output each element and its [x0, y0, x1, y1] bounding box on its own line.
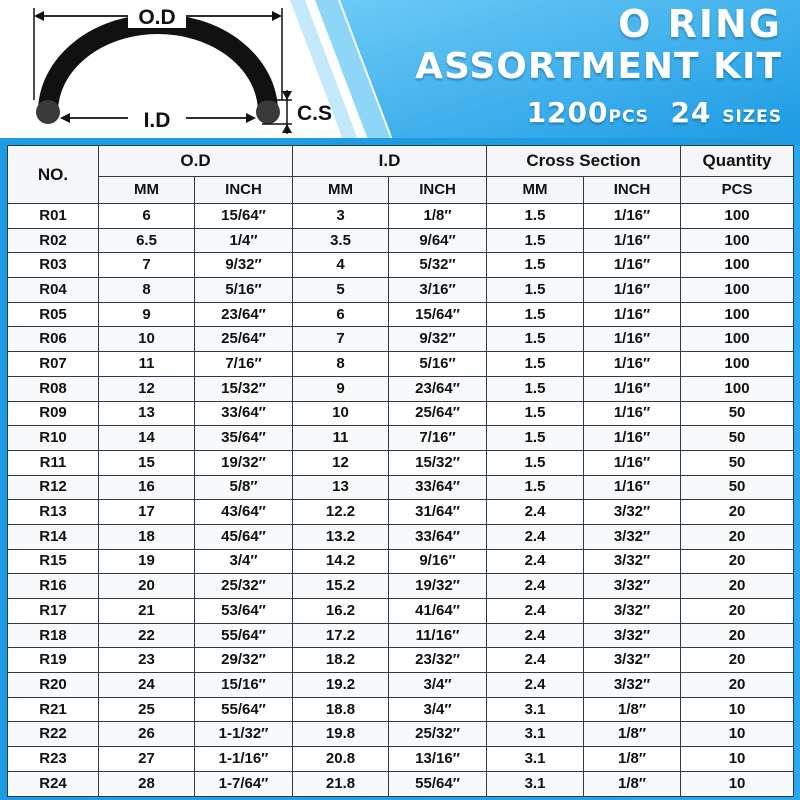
cell-no: R20 [8, 673, 99, 698]
cell-cs-inch: 3/32″ [584, 500, 681, 525]
col-header-cs-inch: INCH [584, 177, 681, 204]
cell-cs-inch: 1/16″ [584, 426, 681, 451]
table-row [8, 673, 794, 698]
o-ring-diagram [0, 0, 360, 140]
table-panel [0, 145, 800, 800]
cell-cs-inch: 3/32″ [584, 574, 681, 599]
table-row [8, 574, 794, 599]
cell-no: R01 [8, 204, 99, 229]
cell-id-mm: 21.8 [293, 771, 389, 796]
cell-od-inch: 43/64″ [195, 500, 293, 525]
cell-id-inch: 31/64″ [389, 500, 487, 525]
cell-cs-mm: 2.4 [487, 574, 584, 599]
cell-quantity: 50 [681, 450, 794, 475]
table-row [8, 426, 794, 451]
cell-id-inch: 23/32″ [389, 648, 487, 673]
cell-cs-mm: 3.1 [487, 697, 584, 722]
cell-quantity: 100 [681, 352, 794, 377]
cell-no: R12 [8, 475, 99, 500]
cell-id-mm: 12 [293, 450, 389, 475]
cell-od-mm: 17 [99, 500, 195, 525]
cell-id-inch: 9/16″ [389, 549, 487, 574]
table-row [8, 771, 794, 796]
cell-id-mm: 10 [293, 401, 389, 426]
cell-quantity: 20 [681, 574, 794, 599]
table-row [8, 327, 794, 352]
cell-od-inch: 15/32″ [195, 376, 293, 401]
cs-arrow-top [282, 91, 292, 100]
cell-quantity: 100 [681, 376, 794, 401]
cell-od-inch: 5/16″ [195, 278, 293, 303]
cell-id-inch: 3/4″ [389, 673, 487, 698]
col-header-cs-mm: MM [487, 177, 584, 204]
cell-id-mm: 13.2 [293, 524, 389, 549]
cell-cs-inch: 1/16″ [584, 352, 681, 377]
table-row [8, 524, 794, 549]
cell-cs-mm: 2.4 [487, 599, 584, 624]
cell-cs-inch: 1/16″ [584, 450, 681, 475]
cell-od-mm: 12 [99, 376, 195, 401]
cell-no: R14 [8, 524, 99, 549]
cell-id-inch: 19/32″ [389, 574, 487, 599]
cell-cs-inch: 3/32″ [584, 549, 681, 574]
cell-od-mm: 18 [99, 524, 195, 549]
cell-od-mm: 16 [99, 475, 195, 500]
cell-cs-inch: 1/8″ [584, 722, 681, 747]
cell-id-mm: 18.2 [293, 648, 389, 673]
cell-id-inch: 41/64″ [389, 599, 487, 624]
cell-od-inch: 53/64″ [195, 599, 293, 624]
cell-od-inch: 7/16″ [195, 352, 293, 377]
cell-quantity: 20 [681, 648, 794, 673]
cell-id-inch: 15/64″ [389, 302, 487, 327]
cell-id-mm: 18.8 [293, 697, 389, 722]
cell-id-inch: 23/64″ [389, 376, 487, 401]
o-ring-section-right [256, 100, 280, 124]
id-arrow-right [246, 113, 256, 123]
cell-no: R17 [8, 599, 99, 624]
cell-cs-inch: 3/32″ [584, 648, 681, 673]
cell-no: R07 [8, 352, 99, 377]
cell-cs-inch: 1/8″ [584, 747, 681, 772]
cell-quantity: 100 [681, 228, 794, 253]
table-row [8, 747, 794, 772]
cell-cs-inch: 1/16″ [584, 253, 681, 278]
cell-cs-mm: 2.4 [487, 524, 584, 549]
cell-od-mm: 11 [99, 352, 195, 377]
cell-no: R19 [8, 648, 99, 673]
cell-cs-mm: 2.4 [487, 623, 584, 648]
cell-no: R03 [8, 253, 99, 278]
cell-no: R11 [8, 450, 99, 475]
table-row [8, 401, 794, 426]
cell-cs-inch: 1/16″ [584, 278, 681, 303]
cell-od-inch: 1-1/16″ [195, 747, 293, 772]
cell-id-mm: 5 [293, 278, 389, 303]
cell-od-mm: 6.5 [99, 228, 195, 253]
cell-od-inch: 55/64″ [195, 697, 293, 722]
cell-no: R16 [8, 574, 99, 599]
cell-quantity: 50 [681, 401, 794, 426]
size-count: 24 [670, 96, 712, 129]
cell-cs-mm: 1.5 [487, 475, 584, 500]
id-label: I.D [143, 109, 171, 132]
cell-cs-inch: 1/16″ [584, 376, 681, 401]
cell-od-mm: 10 [99, 327, 195, 352]
cell-od-inch: 1-1/32″ [195, 722, 293, 747]
cell-quantity: 20 [681, 524, 794, 549]
col-header-id: I.D [293, 146, 487, 177]
cell-id-mm: 13 [293, 475, 389, 500]
cell-id-inch: 25/32″ [389, 722, 487, 747]
cell-cs-inch: 1/16″ [584, 327, 681, 352]
cell-id-mm: 9 [293, 376, 389, 401]
cell-quantity: 20 [681, 673, 794, 698]
o-ring-section-left [36, 100, 60, 124]
cell-od-mm: 25 [99, 697, 195, 722]
cell-id-inch: 7/16″ [389, 426, 487, 451]
table-row [8, 697, 794, 722]
cell-od-inch: 23/64″ [195, 302, 293, 327]
cell-od-inch: 15/64″ [195, 204, 293, 229]
cell-od-mm: 21 [99, 599, 195, 624]
cell-cs-mm: 1.5 [487, 302, 584, 327]
col-header-od: O.D [99, 146, 293, 177]
cell-id-inch: 11/16″ [389, 623, 487, 648]
cell-od-inch: 55/64″ [195, 623, 293, 648]
cell-od-mm: 24 [99, 673, 195, 698]
cell-id-mm: 11 [293, 426, 389, 451]
table-row [8, 204, 794, 229]
cs-arrow-bottom [282, 124, 292, 133]
table-row [8, 450, 794, 475]
header-row-top [8, 146, 794, 177]
cell-od-inch: 3/4″ [195, 549, 293, 574]
cell-cs-inch: 1/16″ [584, 401, 681, 426]
size-unit: SIZES [722, 107, 782, 127]
cell-no: R08 [8, 376, 99, 401]
cell-cs-inch: 1/16″ [584, 204, 681, 229]
cell-id-inch: 1/8″ [389, 204, 487, 229]
cell-id-mm: 14.2 [293, 549, 389, 574]
cell-quantity: 100 [681, 253, 794, 278]
cell-cs-mm: 2.4 [487, 673, 584, 698]
table-row [8, 253, 794, 278]
cell-od-mm: 23 [99, 648, 195, 673]
cell-cs-mm: 1.5 [487, 376, 584, 401]
cell-quantity: 100 [681, 278, 794, 303]
cell-quantity: 10 [681, 771, 794, 796]
cell-quantity: 50 [681, 475, 794, 500]
cell-id-inch: 33/64″ [389, 475, 487, 500]
cell-id-inch: 5/32″ [389, 253, 487, 278]
cell-id-mm: 19.2 [293, 673, 389, 698]
table-row [8, 278, 794, 303]
cell-id-inch: 9/64″ [389, 228, 487, 253]
cell-cs-inch: 3/32″ [584, 524, 681, 549]
cell-quantity: 100 [681, 204, 794, 229]
col-header-pcs: PCS [681, 177, 794, 204]
cell-cs-inch: 1/16″ [584, 228, 681, 253]
cell-od-inch: 25/64″ [195, 327, 293, 352]
cell-id-mm: 16.2 [293, 599, 389, 624]
cell-cs-inch: 3/32″ [584, 599, 681, 624]
piece-unit: PCS [608, 107, 650, 127]
cell-no: R24 [8, 771, 99, 796]
cell-no: R05 [8, 302, 99, 327]
cell-cs-inch: 1/16″ [584, 475, 681, 500]
cell-id-mm: 3 [293, 204, 389, 229]
cell-cs-mm: 1.5 [487, 401, 584, 426]
title-line-2: ASSORTMENT KIT [415, 46, 782, 87]
cell-od-inch: 9/32″ [195, 253, 293, 278]
cell-no: R23 [8, 747, 99, 772]
cell-cs-mm: 1.5 [487, 278, 584, 303]
cell-od-mm: 20 [99, 574, 195, 599]
cell-od-mm: 8 [99, 278, 195, 303]
table-row [8, 500, 794, 525]
cell-od-inch: 15/16″ [195, 673, 293, 698]
cell-od-mm: 7 [99, 253, 195, 278]
od-label: O.D [138, 6, 176, 29]
cell-id-inch: 9/32″ [389, 327, 487, 352]
cell-od-inch: 1/4″ [195, 228, 293, 253]
cell-quantity: 100 [681, 327, 794, 352]
cell-id-mm: 3.5 [293, 228, 389, 253]
cell-id-mm: 6 [293, 302, 389, 327]
table-row [8, 648, 794, 673]
cell-quantity: 10 [681, 722, 794, 747]
cell-cs-mm: 1.5 [487, 228, 584, 253]
cell-cs-mm: 3.1 [487, 722, 584, 747]
cell-cs-inch: 3/32″ [584, 673, 681, 698]
id-arrow-left [60, 113, 70, 123]
cell-od-mm: 14 [99, 426, 195, 451]
table-row [8, 475, 794, 500]
col-header-id-mm: MM [293, 177, 389, 204]
cell-od-mm: 22 [99, 623, 195, 648]
title-line-1: O RING [618, 2, 782, 46]
table-row [8, 302, 794, 327]
od-arrow-right [272, 11, 282, 21]
cell-id-mm: 8 [293, 352, 389, 377]
header-row-sub [8, 177, 794, 204]
table-row [8, 623, 794, 648]
cell-od-mm: 9 [99, 302, 195, 327]
cell-od-inch: 35/64″ [195, 426, 293, 451]
cell-od-mm: 15 [99, 450, 195, 475]
title-block [360, 0, 800, 145]
table-body [8, 204, 794, 797]
cell-cs-inch: 1/8″ [584, 771, 681, 796]
table-row [8, 722, 794, 747]
cell-id-inch: 3/16″ [389, 278, 487, 303]
cell-id-inch: 13/16″ [389, 747, 487, 772]
cell-no: R06 [8, 327, 99, 352]
header-banner [0, 0, 800, 145]
table-row [8, 376, 794, 401]
cell-cs-inch: 3/32″ [584, 623, 681, 648]
cell-quantity: 20 [681, 500, 794, 525]
cell-no: R18 [8, 623, 99, 648]
cell-no: R10 [8, 426, 99, 451]
col-header-id-inch: INCH [389, 177, 487, 204]
cell-od-inch: 33/64″ [195, 401, 293, 426]
cell-no: R22 [8, 722, 99, 747]
cell-id-inch: 3/4″ [389, 697, 487, 722]
cell-cs-inch: 1/8″ [584, 697, 681, 722]
col-header-quantity: Quantity [681, 146, 794, 177]
cell-od-inch: 1-7/64″ [195, 771, 293, 796]
cell-id-inch: 15/32″ [389, 450, 487, 475]
cell-od-inch: 19/32″ [195, 450, 293, 475]
cell-no: R09 [8, 401, 99, 426]
cell-od-mm: 26 [99, 722, 195, 747]
cell-id-inch: 25/64″ [389, 401, 487, 426]
cell-cs-mm: 1.5 [487, 352, 584, 377]
cell-quantity: 10 [681, 747, 794, 772]
cell-quantity: 20 [681, 599, 794, 624]
cell-cs-mm: 2.4 [487, 500, 584, 525]
table-row [8, 549, 794, 574]
cell-no: R13 [8, 500, 99, 525]
cell-cs-mm: 1.5 [487, 450, 584, 475]
cs-label: C.S [297, 102, 333, 125]
cell-quantity: 20 [681, 549, 794, 574]
cell-quantity: 100 [681, 302, 794, 327]
od-arrow-left [34, 11, 44, 21]
cell-id-mm: 15.2 [293, 574, 389, 599]
col-header-cross-section: Cross Section [487, 146, 681, 177]
cell-cs-mm: 2.4 [487, 648, 584, 673]
size-table [7, 145, 794, 797]
cell-id-mm: 20.8 [293, 747, 389, 772]
cell-quantity: 10 [681, 697, 794, 722]
cell-no: R04 [8, 278, 99, 303]
cell-od-mm: 19 [99, 549, 195, 574]
table-row [8, 352, 794, 377]
cell-no: R21 [8, 697, 99, 722]
o-ring-arc [48, 24, 268, 112]
cell-od-inch: 29/32″ [195, 648, 293, 673]
cell-quantity: 20 [681, 623, 794, 648]
table-row [8, 599, 794, 624]
cell-od-mm: 27 [99, 747, 195, 772]
cell-id-inch: 33/64″ [389, 524, 487, 549]
cell-cs-mm: 1.5 [487, 204, 584, 229]
cell-id-mm: 12.2 [293, 500, 389, 525]
cell-od-inch: 45/64″ [195, 524, 293, 549]
cell-cs-mm: 3.1 [487, 771, 584, 796]
col-header-od-inch: INCH [195, 177, 293, 204]
piece-count: 1200 [526, 96, 609, 129]
cell-id-mm: 7 [293, 327, 389, 352]
col-header-od-mm: MM [99, 177, 195, 204]
table-row [8, 228, 794, 253]
cell-no: R02 [8, 228, 99, 253]
cell-cs-mm: 2.4 [487, 549, 584, 574]
cell-id-mm: 17.2 [293, 623, 389, 648]
cell-od-mm: 28 [99, 771, 195, 796]
cell-od-mm: 13 [99, 401, 195, 426]
cell-id-inch: 5/16″ [389, 352, 487, 377]
cell-od-mm: 6 [99, 204, 195, 229]
cell-od-inch: 5/8″ [195, 475, 293, 500]
cell-od-inch: 25/32″ [195, 574, 293, 599]
cell-id-inch: 55/64″ [389, 771, 487, 796]
cell-cs-mm: 1.5 [487, 253, 584, 278]
col-header-no: NO. [8, 146, 99, 204]
cell-id-mm: 4 [293, 253, 389, 278]
cell-cs-mm: 1.5 [487, 327, 584, 352]
cell-cs-mm: 1.5 [487, 426, 584, 451]
title-line-3 [527, 96, 782, 129]
cell-no: R15 [8, 549, 99, 574]
cell-id-mm: 19.8 [293, 722, 389, 747]
cell-cs-inch: 1/16″ [584, 302, 681, 327]
cell-cs-mm: 3.1 [487, 747, 584, 772]
cell-quantity: 50 [681, 426, 794, 451]
